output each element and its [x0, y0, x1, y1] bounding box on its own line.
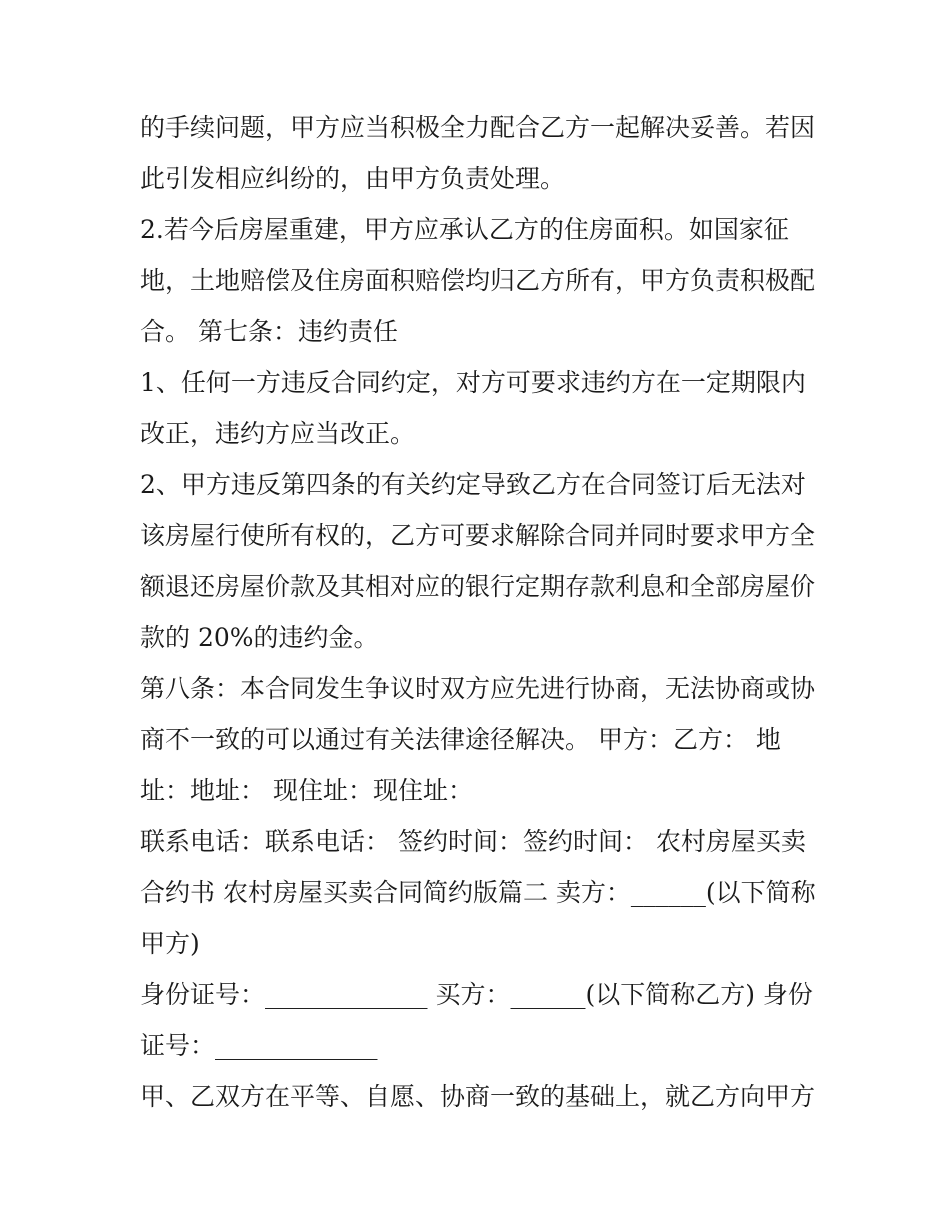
- text-line: 改正，违约方应当改正。: [140, 419, 416, 448]
- text-line: 证号：_____________: [140, 1031, 378, 1060]
- text-line: 的手续问题，甲方应当积极全力配合乙方一起解决妥善。若因: [140, 113, 816, 142]
- text-line: 甲、乙双方在平等、自愿、协商一致的基础上，就乙方向甲方: [140, 1082, 816, 1111]
- text-line: 此引发相应纠纷的，由甲方负责处理。: [140, 164, 566, 193]
- text-line: 第八条：本合同发生争议时双方应先进行协商，无法协商或协: [140, 674, 816, 703]
- text-line: 商不一致的可以通过有关法律途径解决。 甲方：乙方： 地: [140, 725, 781, 754]
- document-body: [140, 102, 820, 1122]
- text-line: 合。 第七条：违约责任: [140, 317, 398, 346]
- text-line: 甲方): [140, 929, 200, 958]
- text-line: 该房屋行使所有权的，乙方可要求解除合同并同时要求甲方全: [140, 521, 816, 550]
- text-line: 款的 20%的违约金。: [140, 623, 379, 652]
- text-line: 2、甲方违反第四条的有关约定导致乙方在合同签订后无法对: [140, 470, 806, 499]
- text-line: 址：地址： 现住址：现住址：: [140, 776, 473, 805]
- text-line: 2.若今后房屋重建，甲方应承认乙方的住房面积。如国家征: [140, 215, 789, 244]
- text-line: 合约书 农村房屋买卖合同简约版篇二 卖方：______(以下简称: [140, 878, 816, 907]
- text-line: 额退还房屋价款及其相对应的银行定期存款利息和全部房屋价: [140, 572, 816, 601]
- text-line: 1、任何一方违反合同约定，对方可要求违约方在一定期限内: [140, 368, 806, 397]
- text-line: 联系电话：联系电话： 签约时间：签约时间： 农村房屋买卖: [140, 827, 806, 856]
- text-line: 身份证号：_____________ 买方：______(以下简称乙方) 身份: [140, 980, 813, 1009]
- text-line: 地，土地赔偿及住房面积赔偿均归乙方所有，甲方负责积极配: [140, 266, 816, 295]
